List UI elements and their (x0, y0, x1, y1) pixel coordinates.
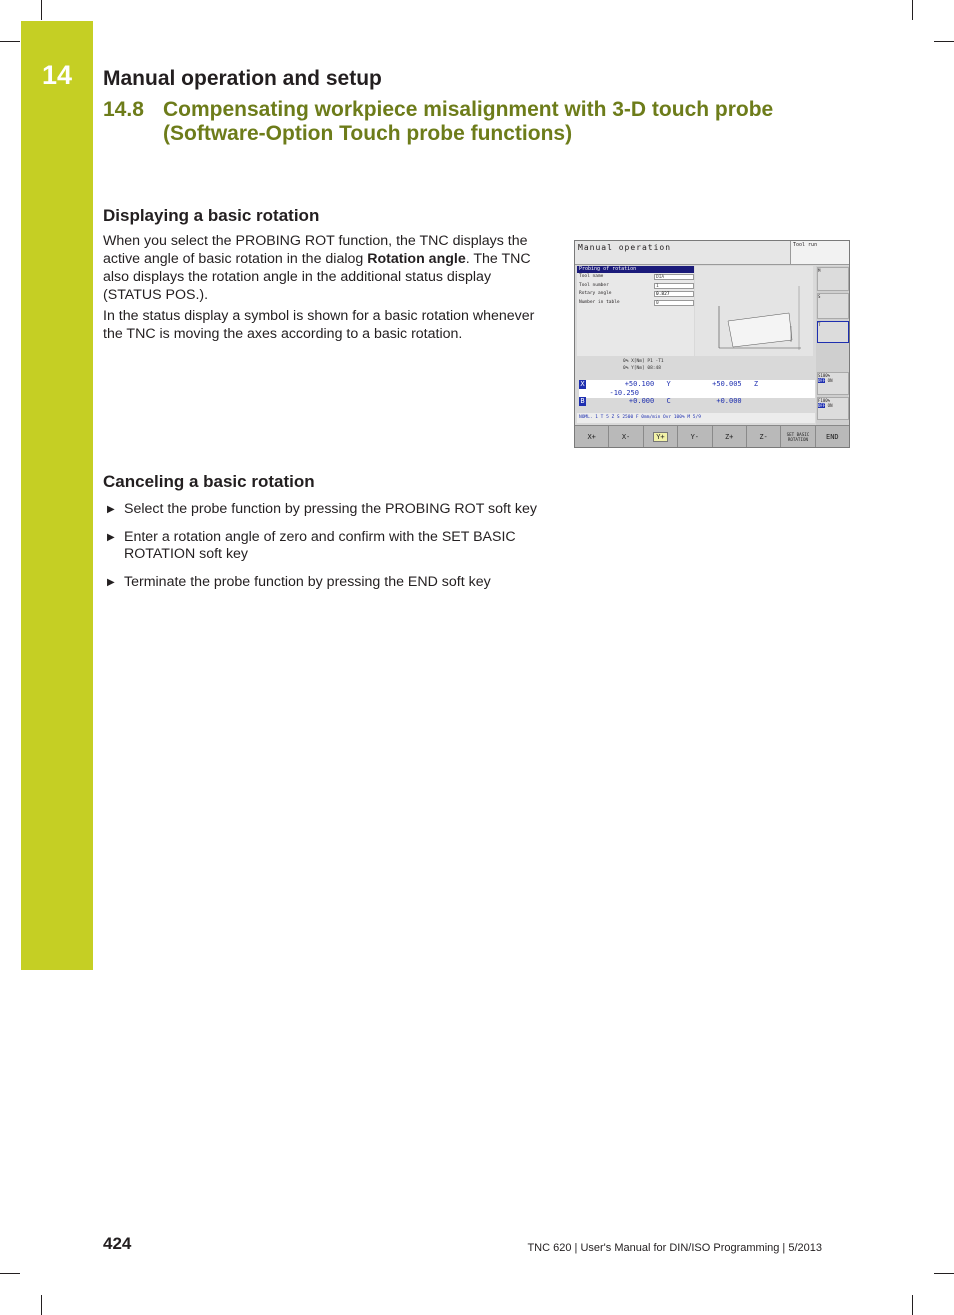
status-line: NOML. 1 T 5 Z S 2500 F 0mm/min Ovr 100% M 5/9 (577, 413, 815, 423)
softkey-y-plus[interactable] (644, 426, 678, 447)
page-number: 424 (103, 1234, 132, 1253)
rotation-graphic (695, 266, 813, 356)
axis-value: +50.100 (624, 380, 655, 388)
paragraph-1-end: . The TNC also displays the rotation angle in the additional status display (STATUS POS.). (103, 251, 531, 303)
bullet-arrow-icon: ▶ (107, 576, 115, 588)
feed-override[interactable] (817, 397, 849, 420)
side-label: S100% (818, 373, 831, 378)
step-text: Terminate the probe function by pressing the END soft key (124, 573, 491, 590)
softkey-set-basic-rotation[interactable] (781, 426, 815, 447)
off-badge: OFF (818, 378, 826, 383)
softkey-label: Z- (759, 432, 768, 441)
paragraph-1 (103, 232, 548, 304)
crop-mark (0, 41, 20, 42)
softkey-label: X- (621, 432, 631, 441)
side-label: F100% (818, 398, 831, 403)
probing-dialog (577, 266, 694, 356)
softkey-y-minus[interactable] (678, 426, 712, 447)
row-value[interactable]: 0.827 (654, 291, 694, 297)
row-value[interactable]: DIA (654, 274, 694, 280)
row-value[interactable]: 0 (654, 300, 694, 306)
softkey-z-plus[interactable] (713, 426, 747, 447)
mode-header (575, 241, 791, 265)
side-label: T (818, 322, 821, 327)
softkey-bar (575, 425, 849, 447)
crop-mark (41, 0, 42, 20)
rotation-diagram-icon (695, 266, 813, 356)
spindle-override[interactable] (817, 372, 849, 395)
subheading-canceling: Canceling a basic rotation (103, 472, 315, 491)
chapter-title: Manual operation and setup (103, 67, 382, 90)
row-label: Rotary angle (579, 291, 612, 296)
side-button-m[interactable] (817, 267, 849, 291)
list-item (103, 574, 543, 592)
message-line: 0% X[Nm] P1 -T1 (623, 359, 664, 364)
softkey-label: X+ (587, 432, 596, 441)
row-label: Number in table (579, 299, 620, 305)
axis-label: Z (753, 380, 759, 388)
section-heading (103, 98, 773, 146)
crop-mark (934, 1273, 954, 1274)
position-display (579, 380, 815, 405)
crop-mark (934, 41, 954, 42)
dialog-row (577, 282, 694, 291)
chapter-tab-bar (21, 21, 93, 970)
section-title-line2: (Software-Option Touch probe functions) (163, 122, 573, 145)
softkey-end[interactable] (816, 426, 849, 447)
softkey-label: END (825, 432, 839, 441)
paragraph-1-bold: Rotation angle (367, 251, 466, 267)
footer-text: TNC 620 | User's Manual for DIN/ISO Programming | 5/2013 (527, 1242, 822, 1254)
side-button-s[interactable] (817, 293, 849, 319)
softkey-label: SET BASIC ROTATION (786, 431, 810, 442)
axis-label: X (580, 380, 585, 388)
step-list (103, 501, 543, 601)
message-line: 0% Y[Nm] 08:48 (623, 366, 661, 371)
crop-mark (41, 1295, 42, 1315)
chapter-number: 14 (41, 60, 73, 90)
softkey-label: Z+ (724, 432, 734, 441)
dialog-row (577, 290, 694, 299)
bullet-arrow-icon: ▶ (107, 504, 115, 515)
crop-mark (0, 1273, 20, 1274)
softkey-label: Y+ (653, 432, 667, 442)
crop-mark (912, 1295, 913, 1315)
tool-run-label: Tool run (793, 242, 818, 248)
axis-label: Y (666, 380, 671, 388)
axis-value: +50.005 (712, 380, 742, 388)
axis-label: B (580, 397, 585, 405)
softkey-x-minus[interactable] (609, 426, 643, 447)
axis-value: +0.000 (716, 397, 742, 405)
dialog-row (577, 299, 694, 308)
tool-run-panel (791, 241, 850, 265)
on-badge: ON (827, 403, 833, 408)
message-area (577, 358, 813, 378)
step-text: Select the probe function by pressing the PROBING ROT soft key (124, 501, 537, 517)
step-text: Enter a rotation angle of zero and confirm with the SET BASIC ROTATION soft key (124, 528, 516, 562)
softkey-x-plus[interactable] (575, 426, 609, 447)
subheading-displaying: Displaying a basic rotation (103, 206, 320, 225)
side-button-t[interactable] (817, 321, 849, 343)
list-item (103, 529, 543, 564)
off-badge: OFF (818, 403, 826, 408)
section-number: 14.8 (103, 98, 144, 121)
softkey-z-minus[interactable] (747, 426, 781, 447)
mode-title: Manual operation (578, 243, 672, 252)
row-value[interactable]: 1 (654, 283, 694, 289)
softkey-label: Y- (690, 432, 700, 441)
axis-value: +0.000 (628, 397, 655, 405)
crop-mark (912, 0, 913, 20)
row-label: Tool number (579, 282, 609, 288)
tnc-screenshot (574, 240, 850, 448)
dialog-row (577, 273, 694, 282)
paragraph-2: In the status display a symbol is shown for a basic rotation whenever the TNC is moving the axes according to a basic rotation. (103, 308, 535, 342)
side-label: S (818, 294, 821, 299)
dialog-title: Probing of rotation (577, 266, 694, 273)
bullet-arrow-icon: ▶ (107, 531, 115, 543)
side-label: M (818, 268, 821, 273)
axis-value: -10.250 (609, 388, 639, 397)
section-title-line1: Compensating workpiece misalignment with 3-D touch probe (163, 98, 774, 121)
on-badge: ON (827, 378, 833, 383)
list-item (103, 501, 543, 519)
paragraph-1-start: When you select the PROBING ROT function, the TNC displays the active angle of basic rotation in the dialog (103, 233, 528, 267)
axis-label: C (666, 397, 671, 405)
row-label: Tool name (579, 274, 604, 279)
status-side-panel (816, 266, 850, 426)
